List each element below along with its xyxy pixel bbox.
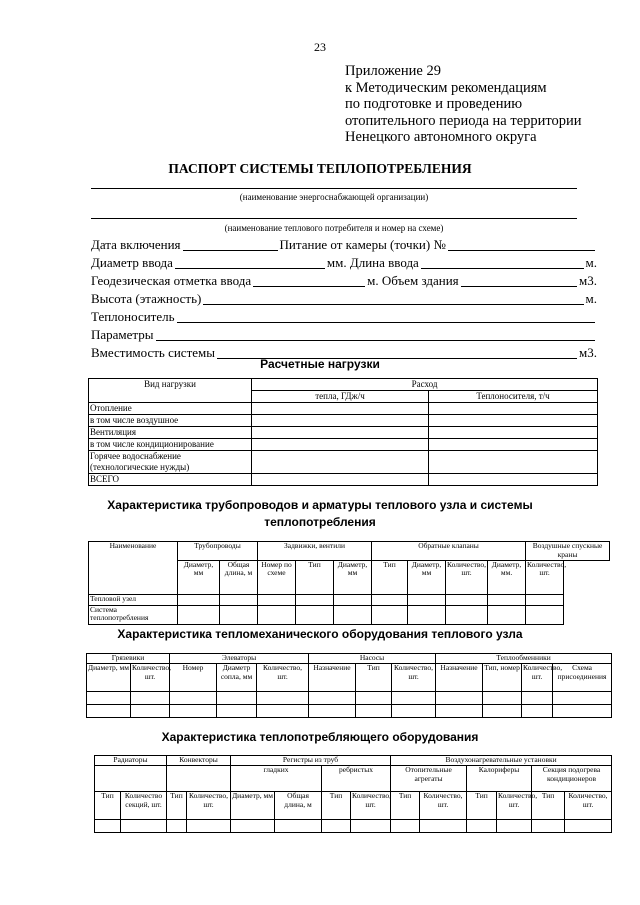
header-name: Наименование [89, 542, 178, 595]
cell[interactable] [483, 691, 522, 704]
header-registers: Регистры из труб [231, 756, 391, 766]
header-load-type: Вид нагрузки [89, 379, 252, 403]
cell[interactable] [252, 415, 429, 427]
cell[interactable] [446, 594, 488, 605]
header-type-3: Тип [322, 791, 351, 819]
header-quantity: Количество, шт. [446, 560, 488, 594]
label-geodetic: Геодезическая отметка ввода [91, 273, 252, 288]
cell[interactable] [392, 691, 436, 704]
cell[interactable] [408, 605, 446, 624]
page-number: 23 [314, 40, 326, 54]
header-radiators: Радиаторы [95, 756, 167, 766]
org-line[interactable] [91, 188, 577, 189]
cell[interactable] [356, 704, 392, 717]
row-label: Отопление [89, 403, 252, 415]
table-row [89, 451, 598, 474]
cell[interactable] [553, 704, 612, 717]
row-parameters [91, 328, 597, 343]
label-coolant: Теплоноситель [91, 309, 175, 324]
header-quantity: Количество, шт. [187, 791, 231, 819]
table-row [89, 427, 598, 439]
header-type-2: Тип [372, 560, 408, 594]
cell[interactable] [372, 605, 408, 624]
header-diameter: Диаметр, мм [231, 791, 275, 819]
cell[interactable] [467, 819, 497, 832]
label-m: м. [585, 255, 597, 270]
header-quantity-3: Количество, шт. [420, 791, 467, 819]
header-type: Тип [296, 560, 334, 594]
label-start-date: Дата включения [91, 237, 181, 252]
header-type: Тип [95, 791, 121, 819]
header-purpose: Назначение [309, 663, 356, 691]
cell[interactable] [309, 691, 356, 704]
cell[interactable] [187, 819, 231, 832]
power-from-field[interactable] [448, 250, 595, 251]
header-quantity-3: Количество, шт. [392, 663, 436, 691]
inlet-diameter-field[interactable] [175, 268, 325, 269]
volume-field[interactable] [461, 286, 577, 287]
blank [167, 765, 231, 791]
row-coolant [91, 310, 597, 325]
header-scheme: Схема присоединения [553, 663, 612, 691]
label-inlet-diameter: Диаметр ввода [91, 255, 173, 270]
appendix-line: к Методическим рекомендациям [345, 79, 547, 96]
cell[interactable] [252, 403, 429, 415]
header-heating-units: Отопительные агрегаты [391, 765, 467, 791]
header-conditioner-section: Секция подогрева кондиционеров [532, 765, 612, 791]
header-number: Номер по схеме [258, 560, 296, 594]
cell[interactable] [483, 704, 522, 717]
header-sections: Количество секций, шт. [121, 791, 167, 819]
table-row [95, 819, 612, 832]
label-m3b: м3. [579, 345, 597, 360]
inlet-length-field[interactable] [421, 268, 584, 269]
header-quantity-2: Количество, шт. [526, 560, 564, 594]
cell[interactable] [522, 691, 553, 704]
cell[interactable] [436, 704, 483, 717]
cell[interactable] [170, 691, 217, 704]
cell[interactable] [220, 594, 258, 605]
cell[interactable] [252, 451, 429, 474]
header-quantity-2: Количество, шт. [257, 663, 309, 691]
cell[interactable] [131, 704, 170, 717]
cell[interactable] [257, 704, 309, 717]
table-row [89, 403, 598, 415]
label-mm-length: мм. Длина ввода [326, 255, 419, 270]
cell[interactable] [275, 819, 322, 832]
coolant-field[interactable] [177, 322, 595, 323]
appendix-block [345, 63, 582, 146]
cell[interactable] [231, 819, 275, 832]
geodetic-field[interactable] [253, 286, 365, 287]
row-label-part: (технологические нужды) [90, 462, 190, 472]
header-type-2: Тип [167, 791, 187, 819]
header-mud-traps: Грязевики [87, 654, 170, 664]
section-consumers-title: Характеристика теплопотребляющего оборудования [161, 730, 479, 744]
table-row [89, 415, 598, 427]
header-diameter-4: Диаметр, мм. [488, 560, 526, 594]
header-heat-exchangers: Теплообменники [436, 654, 612, 664]
row-label: Вентиляция [89, 427, 252, 439]
cell[interactable] [497, 819, 532, 832]
mech-table [86, 653, 612, 718]
header-diameter-3: Диаметр, мм [408, 560, 446, 594]
cell[interactable] [436, 691, 483, 704]
row-label: в том числе кондиционирование [89, 439, 252, 451]
section-mech-title: Характеристика тепломеханического оборудования теплового узла [117, 627, 523, 641]
table-row [87, 704, 612, 717]
section-pipes-title-2: теплопотребления [264, 515, 376, 529]
cell[interactable] [217, 704, 257, 717]
label-capacity: Вместимость системы [91, 345, 215, 360]
label-height: Высота (этажность) [91, 291, 202, 306]
cell[interactable] [296, 605, 334, 624]
cell[interactable] [429, 474, 598, 486]
cell[interactable] [95, 819, 121, 832]
label-m-volume: м. Объем здания [367, 273, 459, 288]
cell[interactable] [309, 704, 356, 717]
table-row [89, 605, 610, 624]
header-type-4: Тип [391, 791, 420, 819]
header-pumps: Насосы [309, 654, 436, 664]
header-calorifers: Калориферы [467, 765, 532, 791]
row-geodetic [91, 274, 597, 289]
header-quantity-4: Количество, шт. [522, 663, 553, 691]
cell[interactable] [167, 819, 187, 832]
header-type: Тип [356, 663, 392, 691]
cell[interactable] [296, 594, 334, 605]
consumers-table [94, 755, 612, 833]
header-type-6: Тип [532, 791, 565, 819]
label-m2: м. [585, 291, 597, 306]
cell[interactable] [488, 605, 526, 624]
cell[interactable] [257, 691, 309, 704]
label-power-from: Питание от камеры (точки) № [279, 237, 446, 252]
cell[interactable] [526, 605, 564, 624]
start-date-field[interactable] [183, 250, 278, 251]
cell[interactable] [252, 427, 429, 439]
cell[interactable] [392, 704, 436, 717]
cell[interactable] [220, 605, 258, 624]
section-pipes-title: Характеристика трубопроводов и арматуры теплового узла и системы [107, 498, 533, 512]
height-field[interactable] [203, 304, 583, 305]
pipes-table [88, 541, 610, 625]
cell[interactable] [87, 704, 131, 717]
cell[interactable] [258, 594, 296, 605]
cell[interactable] [334, 605, 372, 624]
cell[interactable] [532, 819, 565, 832]
cell[interactable] [334, 594, 372, 605]
consumer-line[interactable] [91, 218, 577, 219]
cell[interactable] [522, 704, 553, 717]
cell[interactable] [391, 819, 420, 832]
header-type-5: Тип [467, 791, 497, 819]
header-quantity-5: Количество, шт. [565, 791, 612, 819]
table-row [89, 594, 610, 605]
section-loads-title: Расчетные нагрузки [260, 357, 380, 371]
header-pipes: Трубопроводы [178, 542, 258, 561]
cell[interactable] [170, 704, 217, 717]
row-label: ВСЕГО [89, 474, 252, 486]
cell[interactable] [258, 605, 296, 624]
header-check-valves: Обратные клапаны [372, 542, 526, 561]
header-heat: тепла, ГДж/ч [252, 391, 429, 403]
org-caption: (наименование энергоснабжающей организации) [239, 192, 429, 202]
blank [95, 765, 167, 791]
header-smooth: гладких [231, 765, 322, 791]
header-elevators: Элеваторы [170, 654, 309, 664]
cell[interactable] [356, 691, 392, 704]
cell[interactable] [420, 819, 467, 832]
cell[interactable] [322, 819, 351, 832]
header-ribbed: ребристых [322, 765, 391, 791]
cell[interactable] [131, 691, 170, 704]
header-air-heaters: Воздухонагревательные установки [391, 756, 612, 766]
row-label: Тепловой узел [89, 594, 178, 605]
header-purpose-2: Назначение [436, 663, 483, 691]
table-row [89, 474, 598, 486]
table-row [87, 691, 612, 704]
row-start-date [91, 238, 597, 253]
cell[interactable] [429, 451, 598, 474]
cell[interactable] [217, 691, 257, 704]
header-nozzle-diameter: Диаметр сопла, мм [217, 663, 257, 691]
header-quantity-4: Количество, шт. [497, 791, 532, 819]
cell[interactable] [252, 474, 429, 486]
label-parameters: Параметры [91, 327, 154, 342]
header-length: Общая длина, м [275, 791, 322, 819]
header-total-length: Общая длина, м [220, 560, 258, 594]
appendix-line: Ненецкого автономного округа [345, 129, 537, 145]
cell[interactable] [565, 819, 612, 832]
appendix-line: по подготовке и проведению [345, 96, 523, 112]
cell[interactable] [429, 403, 598, 415]
header-valves: Задвижки, вентили [258, 542, 372, 561]
cell[interactable] [178, 594, 220, 605]
header-flow: Расход [252, 379, 598, 391]
cell[interactable] [488, 594, 526, 605]
header-air-cocks: Воздушные спускные краны [526, 542, 610, 561]
consumer-caption: (наименование теплового потребителя и номер на схеме) [224, 223, 444, 233]
cell[interactable] [553, 691, 612, 704]
table-row [89, 439, 598, 451]
cell[interactable] [429, 415, 598, 427]
row-diameter [91, 256, 597, 271]
header-quantity: Количество, шт. [131, 663, 170, 691]
cell[interactable] [408, 594, 446, 605]
parameters-field[interactable] [156, 340, 596, 341]
header-number: Номер [170, 663, 217, 691]
appendix-line: отопительного периода на территории [345, 112, 582, 129]
label-m3: м3. [579, 273, 597, 288]
row-label [89, 451, 252, 474]
cell[interactable] [446, 605, 488, 624]
cell[interactable] [178, 605, 220, 624]
cell[interactable] [252, 439, 429, 451]
row-label: Система теплопотребления [89, 605, 178, 624]
loads-table [88, 378, 598, 486]
cell[interactable] [429, 427, 598, 439]
header-type-number: Тип, номер [483, 663, 522, 691]
row-label-part: Горячее водоснабжение [90, 451, 181, 461]
header-convectors: Конвекторы [167, 756, 231, 766]
cell[interactable] [121, 819, 167, 832]
cell[interactable] [526, 594, 564, 605]
cell[interactable] [372, 594, 408, 605]
row-label: в том числе воздушное [89, 415, 252, 427]
document-title: ПАСПОРТ СИСТЕМЫ ТЕПЛОПОТРЕБЛЕНИЯ [168, 161, 472, 176]
header-diameter: Диаметр, мм [178, 560, 220, 594]
header-quantity-2: Количество, шт. [351, 791, 391, 819]
appendix-line: Приложение 29 [345, 63, 441, 79]
cell[interactable] [429, 439, 598, 451]
header-coolant: Теплоносителя, т/ч [429, 391, 598, 403]
header-diameter: Диаметр, мм [87, 663, 131, 691]
cell[interactable] [351, 819, 391, 832]
row-height [91, 292, 597, 307]
cell[interactable] [87, 691, 131, 704]
header-diameter-2: Диаметр, мм [334, 560, 372, 594]
